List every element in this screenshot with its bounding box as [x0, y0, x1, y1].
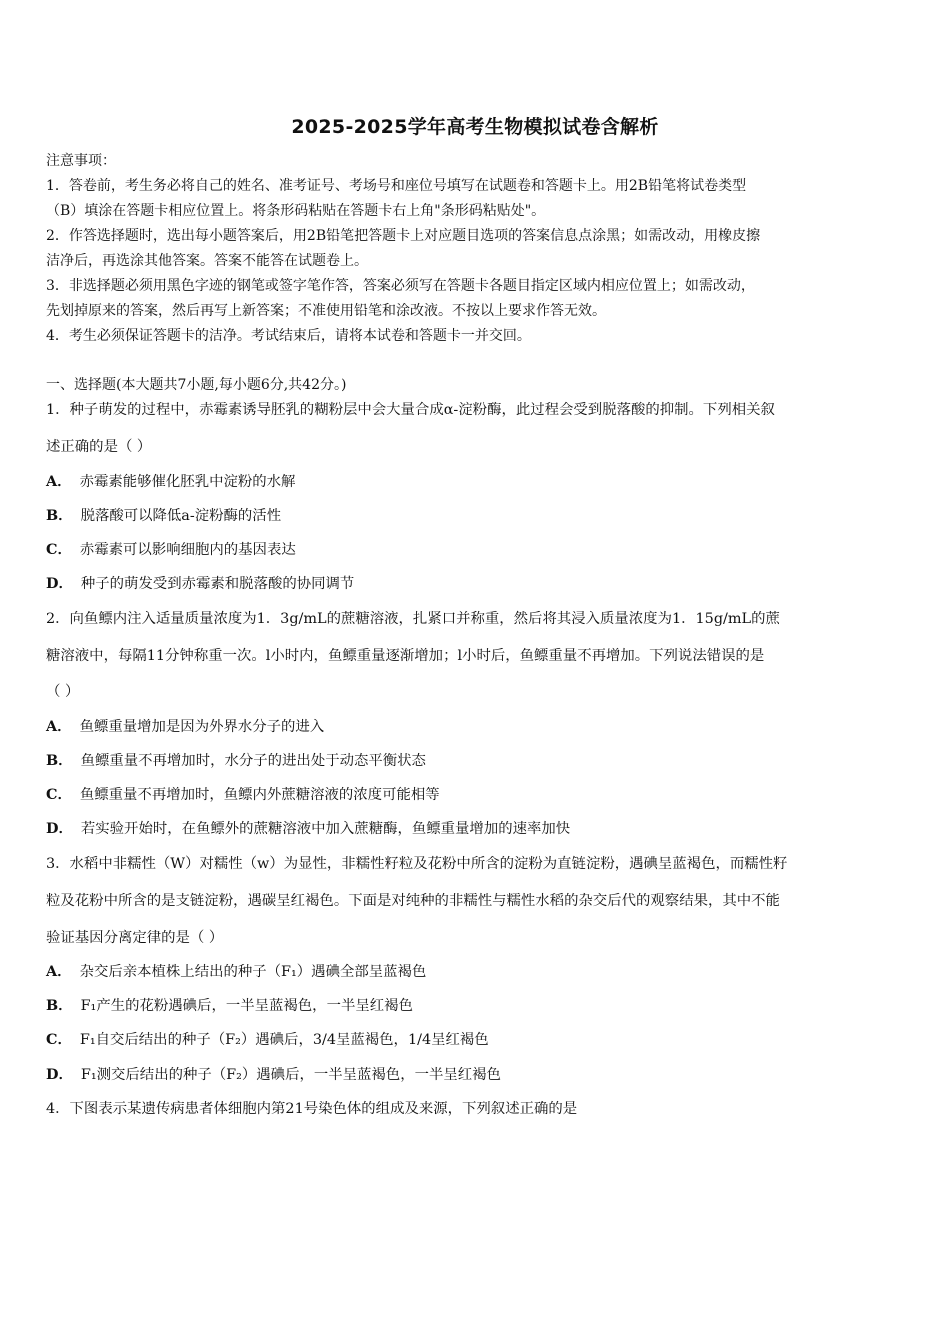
option-text: F₁产生的花粉遇碘后，一半呈蓝褐色，一半呈红褐色 — [80, 998, 413, 1014]
option-text: 鱼鳔重量不再增加时，水分子的进出处于动态平衡状态 — [80, 753, 426, 769]
option-text: 赤霉素能够催化胚乳中淀粉的水解 — [79, 474, 296, 490]
option-text: 种子的萌发受到赤霉素和脱落酸的协同调节 — [80, 576, 355, 592]
option-text: F₁自交后结出的种子（F₂）遇碘后，3/4呈蓝褐色，1/4呈红褐色 — [79, 1032, 489, 1048]
option-letter: B． — [46, 997, 73, 1014]
question-3-stem: 验证基因分离定律的是（ ） — [46, 930, 224, 946]
question-1-option-b — [46, 507, 908, 525]
option-letter: D． — [46, 820, 73, 837]
option-letter: B． — [46, 752, 73, 769]
option-letter: D． — [46, 575, 73, 592]
question-2-option-b — [46, 752, 908, 770]
question-2-stem: 2．向鱼鳔内注入适量质量浓度为1．3g/mL的蔗糖溶液，扎紧口并称重，然后将其浸入质量浓度为1．15g/mL的蔗 — [46, 611, 780, 627]
notice-line: 2．作答选择题时，选出每小题答案后，用2B铅笔把答题卡上对应题目选项的答案信息点涂黑；如需改动，用橡皮擦 — [46, 228, 761, 244]
question-1-option-c — [46, 541, 908, 559]
question-1-option-d — [46, 575, 908, 593]
page-title: 2025-2025学年高考生物模拟试卷含解析 — [291, 116, 659, 138]
option-text: 若实验开始时，在鱼鳔外的蔗糖溶液中加入蔗糖酶，鱼鳔重量增加的速率加快 — [80, 821, 571, 837]
option-text: 脱落酸可以降低a-淀粉酶的活性 — [80, 508, 282, 524]
option-letter: B． — [46, 507, 73, 524]
question-4-stem: 4．下图表示某遗传病患者体细胞内第21号染色体的组成及来源，下列叙述正确的是 — [46, 1101, 578, 1117]
question-3-stem: 粒及花粉中所含的是支链淀粉，遇碳呈红褐色。下面是对纯种的非糯性与糯性水稻的杂交后代的观察结果，其中不能 — [46, 893, 780, 909]
notice-line: 3．非选择题必须用黑色字迹的钢笔或签字笔作答，答案必须写在答题卡各题目指定区域内相应位置上；如需改动， — [46, 278, 755, 294]
option-letter: D． — [46, 1066, 73, 1083]
option-letter: A． — [46, 963, 72, 980]
question-3-option-b — [46, 997, 908, 1015]
option-text: 杂交后亲本植株上结出的种子（F₁）遇碘全部呈蓝褐色 — [79, 964, 427, 980]
question-2-option-c — [46, 786, 908, 804]
question-2-option-a — [46, 718, 908, 736]
section-heading: 一、选择题(本大题共7小题,每小题6分,共42分。) — [46, 377, 347, 393]
question-1-stem: 述正确的是（ ） — [46, 439, 152, 455]
option-letter: C． — [46, 541, 72, 558]
question-1-stem: 1．种子萌发的过程中，赤霉素诱导胚乳的糊粉层中会大量合成α-淀粉酶，此过程会受到脱落酸的抑制。下列相关叙 — [46, 402, 775, 418]
question-3-option-a — [46, 963, 908, 981]
question-2-option-d — [46, 820, 908, 838]
question-2-stem: 糖溶液中，每隔11分钟称重一次。l小时内，鱼鳔重量逐渐增加；l小时后，鱼鳔重量不再增加。下列说法错误的是 — [46, 648, 765, 664]
notice-line: 洁净后，再选涂其他答案。答案不能答在试题卷上。 — [46, 253, 368, 269]
option-text: 鱼鳔重量不再增加时，鱼鳔内外蔗糖溶液的浓度可能相等 — [79, 787, 440, 803]
notice-line: 先划掉原来的答案，然后再写上新答案；不准使用铅笔和涂改液。不按以上要求作答无效。 — [46, 303, 606, 319]
notice-line: 4．考生必须保证答题卡的洁净。考试结束后，请将本试卷和答题卡一并交回。 — [46, 328, 531, 344]
notice-line: 1．答卷前，考生务必将自己的姓名、准考证号、考场号和座位号填写在试题卷和答题卡上。用2B铅笔将试卷类型 — [46, 178, 747, 194]
option-text: 鱼鳔重量增加是因为外界水分子的进入 — [79, 719, 325, 735]
option-text: F₁测交后结出的种子（F₂）遇碘后，一半呈蓝褐色，一半呈红褐色 — [80, 1067, 501, 1083]
option-letter: C． — [46, 1031, 72, 1048]
option-letter: A． — [46, 473, 72, 490]
question-3-option-d — [46, 1066, 908, 1084]
option-letter: C． — [46, 786, 72, 803]
question-3-option-c — [46, 1031, 908, 1049]
notice-line: （B）填涂在答题卡相应位置上。将条形码粘贴在答题卡右上角"条形码粘贴处"。 — [46, 203, 546, 219]
option-letter: A． — [46, 718, 72, 735]
question-1-option-a — [46, 473, 908, 491]
question-3-stem: 3．水稻中非糯性（W）对糯性（w）为显性，非糯性籽粒及花粉中所含的淀粉为直链淀粉，遇碘呈蓝褐色，而糯性籽 — [46, 856, 788, 872]
option-text: 赤霉素可以影响细胞内的基因表达 — [79, 542, 296, 558]
question-2-stem: （ ） — [46, 684, 80, 700]
notice-heading: 注意事项： — [46, 153, 116, 169]
